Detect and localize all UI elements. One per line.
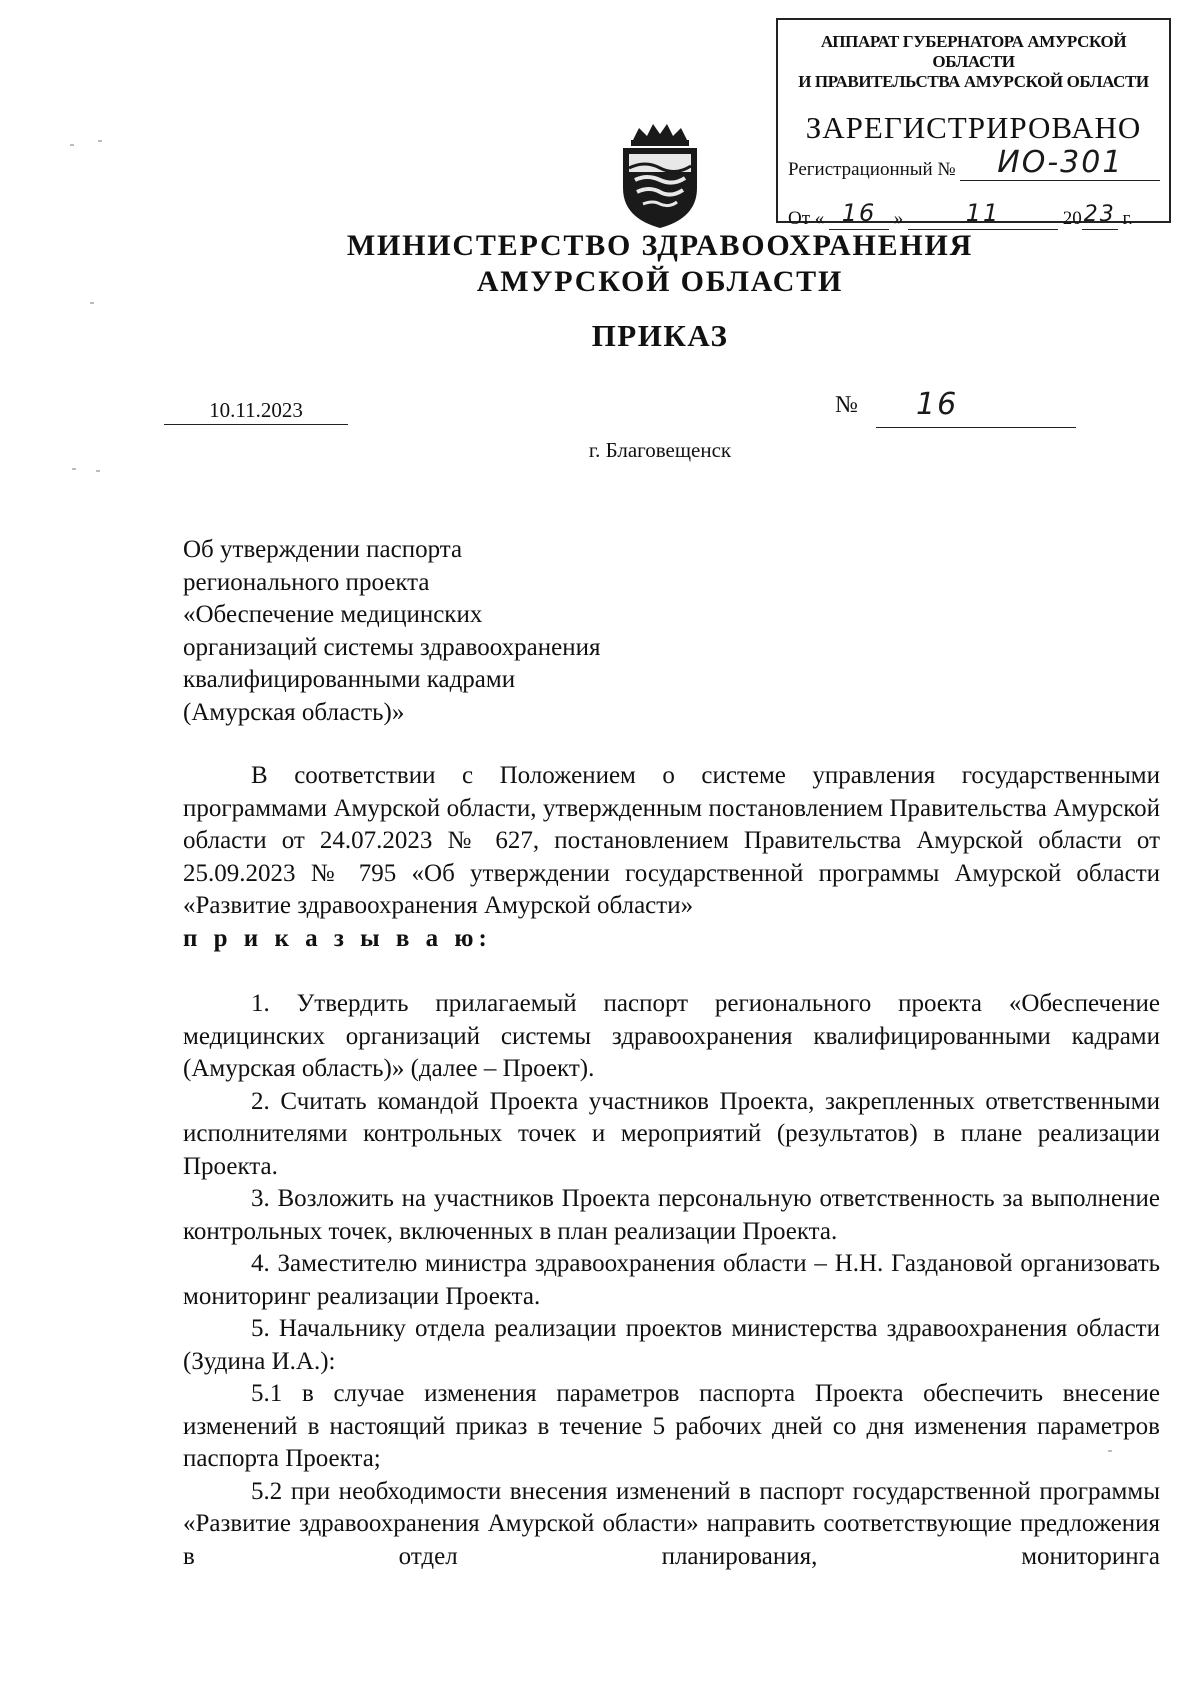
stamp-reg-number-label: Регистрационный № [788, 159, 956, 180]
order-date: 10.11.2023 [164, 396, 348, 425]
subject-line: регионального проекта [183, 568, 430, 596]
stamp-year-prefix: 20 [1062, 208, 1082, 229]
subject-line: Об утверждении паспорта [183, 536, 463, 563]
amur-coat-of-arms-icon [615, 118, 705, 230]
scan-speck [72, 468, 76, 470]
order-number-label: № [835, 392, 858, 418]
order-item: 1. Утвердить прилагаемый паспорт регионального проекта «Обеспечение медицинских организаций системы здравоохранения квалифицированными кадрами (Амурская область)» (далее – Проект). [183, 990, 1160, 1082]
stamp-year-unit: г. [1122, 208, 1133, 229]
city: г. Благовещенск [588, 438, 732, 462]
subject-line: квалифицированными кадрами [183, 666, 516, 693]
stamp-line-1: АППАРАТ ГУБЕРНАТОРА АМУРСКОЙ ОБЛАСТИ [820, 32, 1127, 71]
stamp-reg-number-row [788, 145, 1160, 181]
order-item: 5.2 при необходимости внесения изменений в паспорт государственной программы «Развитие здравоохранения Амурской области» направить соответствующие предложения в отдел планирования, мониторинга [183, 1477, 1160, 1570]
order-item: 4. Заместителю министра здравоохранения области – Н.Н. Газдановой организовать мониторинг реализации Проекта. [183, 1250, 1160, 1310]
order-number-value: 16 [916, 387, 959, 422]
stamp-month-sep: » [893, 208, 904, 229]
order-items [183, 988, 1160, 1573]
scan-speck [90, 302, 94, 304]
stamp-day: 16 [841, 199, 877, 227]
ministry-line-1: МИНИСТЕРСТВО ЗДРАВООХРАНЕНИЯ [346, 229, 974, 262]
order-number-field [876, 388, 1076, 428]
stamp-reg-number-value: ИО-301 [997, 145, 1124, 180]
ministry-name [0, 228, 1200, 300]
scan-speck [1108, 1450, 1112, 1452]
scan-speck [70, 144, 74, 146]
preamble [183, 760, 1160, 955]
order-item: 3. Возложить на участников Проекта персональную ответственность за выполнение контрольных точек, включенных в план реализации Проекта. [183, 1185, 1160, 1245]
order-item: 5.1 в случае изменения параметров паспорта Проекта обеспечить внесение изменений в настоящий приказ в течение 5 рабочих дней со дня изменения параметров паспорта Проекта; [183, 1380, 1160, 1472]
scan-speck [96, 470, 100, 472]
stamp-year-suffix: 23 [1083, 202, 1116, 227]
stamp-header [778, 32, 1169, 92]
stamp-from-label: От « [788, 208, 825, 229]
order-subject [183, 534, 703, 729]
orders-word: п р и к а з ы в а ю: [183, 924, 492, 952]
stamp-date-row [788, 200, 1133, 230]
ministry-line-2: АМУРСКОЙ ОБЛАСТИ [476, 265, 844, 298]
registration-stamp [776, 18, 1171, 229]
stamp-registered: ЗАРЕГИСТРИРОВАНО [805, 110, 1142, 145]
order-item: 5. Начальнику отдела реализации проектов министерства здравоохранения области (Зудина И.А.): [183, 1315, 1160, 1375]
stamp-line-2: И ПРАВИТЕЛЬСТВА АМУРСКОЙ ОБЛАСТИ [798, 72, 1149, 91]
subject-line: (Амурская область)» [183, 698, 405, 726]
subject-line: «Обеспечение медицинских [183, 601, 483, 628]
subject-line: организаций системы здравоохранения [183, 633, 601, 661]
preamble-text: В соответствии с Положением о системе управления государственными программами Амурской области, утвержденным постановлением Правительства Амурской области от 24.07.2023 № 627, постановлением Правительства Амурской области от 25.09.2023 № 795 «Об утверждении государственной программы Амурской области «Развитие здравоохранения Амурской области» [183, 762, 1160, 919]
document-type: ПРИКАЗ [591, 318, 729, 353]
scan-speck [98, 140, 102, 142]
order-item: 2. Считать командой Проекта участников Проекта, закрепленных ответственными исполнителями контрольных точек и мероприятий (результатов) в плане реализации Проекта. [183, 1087, 1160, 1180]
stamp-month: 11 [965, 199, 1001, 227]
